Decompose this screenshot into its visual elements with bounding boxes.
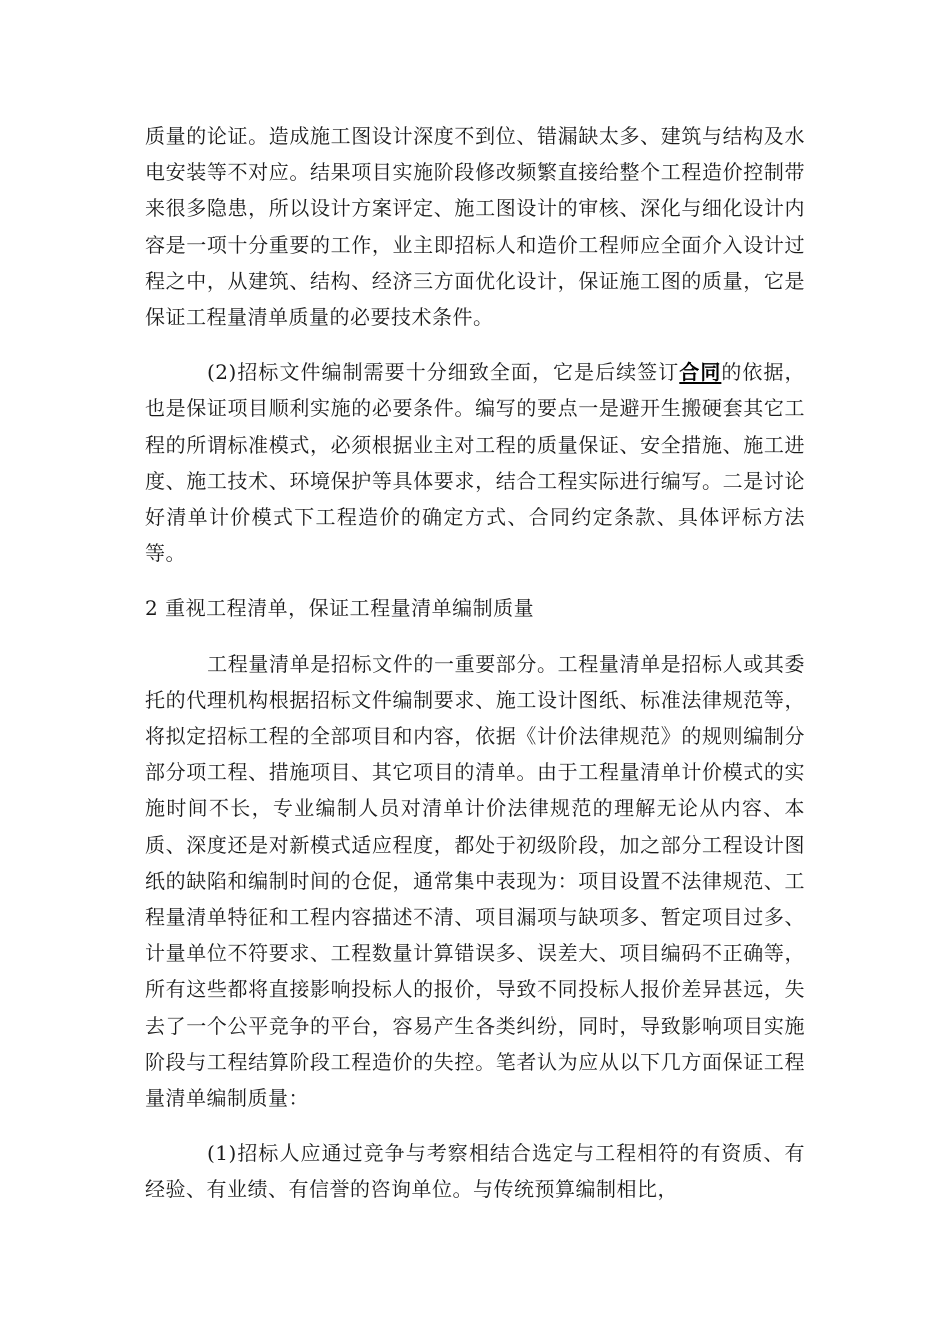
paragraph-text: (1)招标人应通过竞争与考察相结合选定与工程相符的有资质、有经验、有业绩、有信誉的咨询单位。与传统预算编制相比，	[145, 1141, 805, 1202]
contract-link[interactable]: 合同	[679, 360, 722, 385]
document-page	[145, 118, 805, 1208]
paragraph-bill-of-quantities	[145, 646, 805, 1117]
paragraph-gap	[145, 627, 805, 646]
heading-text: 2 重视工程清单，保证工程量清单编制质量	[145, 596, 535, 621]
paragraph-design-quality	[145, 118, 805, 335]
paragraph-text: 的依据，也是保证项目顺利实施的必要条件。编写的要点一是避开生搬硬套其它工程的所谓标准模式，必须根据业主对工程的质量保证、安全措施、施工进度、施工技术、环境保护等具体要求，结合工程实际进行编写。二是讨论好清单计价模式下工程造价的确定方式、合同约定条款、具体评标方法等。	[145, 360, 806, 566]
paragraph-text: 质量的论证。造成施工图设计深度不到位、错漏缺太多、建筑与结构及水电安装等不对应。结果项目实施阶段修改频繁直接给整个工程造价控制带来很多隐患，所以设计方案评定、施工图设计的审核、深化与细化设计内容是一项十分重要的工作，业主即招标人和造价工程师应全面介入设计过程之中，从建筑、结构、经济三方面优化设计，保证施工图的质量，它是保证工程量清单质量的必要技术条件。	[145, 124, 805, 330]
paragraph-text: 工程量清单是招标文件的一重要部分。工程量清单是招标人或其委托的代理机构根据招标文件编制要求、施工设计图纸、标准法律规范等，将拟定招标工程的全部项目和内容，依据《计价法律规范》的规则编制分部分项工程、措施项目、其它项目的清单。由于工程量清单计价模式的实施时间不长，专业编制人员对清单计价法律规范的理解无论从内容、本质、深度还是对新模式适应程度，都处于初级阶段，加之部分工程设计图纸的缺陷和编制时间的仓促，通常集中表现为：项目设置不法律规范、工程量清单特征和工程内容描述不清、项目漏项与缺项多、暂定项目过多、计量单位不符要求、工程数量计算错误多、误差大、项目编码不正确等，所有这些都将直接影响投标人的报价，导致不同投标人报价差异甚远，失去了一个公平竞争的平台，容易产生各类纠纷，同时，导致影响项目实施阶段与工程结算阶段工程造价的失控。笔者认为应从以下几方面保证工程量清单编制质量：	[145, 651, 805, 1111]
paragraph-tender-docs	[145, 354, 805, 571]
paragraph-consultant-selection	[145, 1135, 805, 1207]
paragraph-text: (2)招标文件编制需要十分细致全面，它是后续签订	[207, 360, 680, 385]
paragraph-gap	[145, 335, 805, 354]
paragraph-gap	[145, 1116, 805, 1135]
paragraph-gap	[145, 571, 805, 590]
section-heading	[145, 590, 805, 626]
